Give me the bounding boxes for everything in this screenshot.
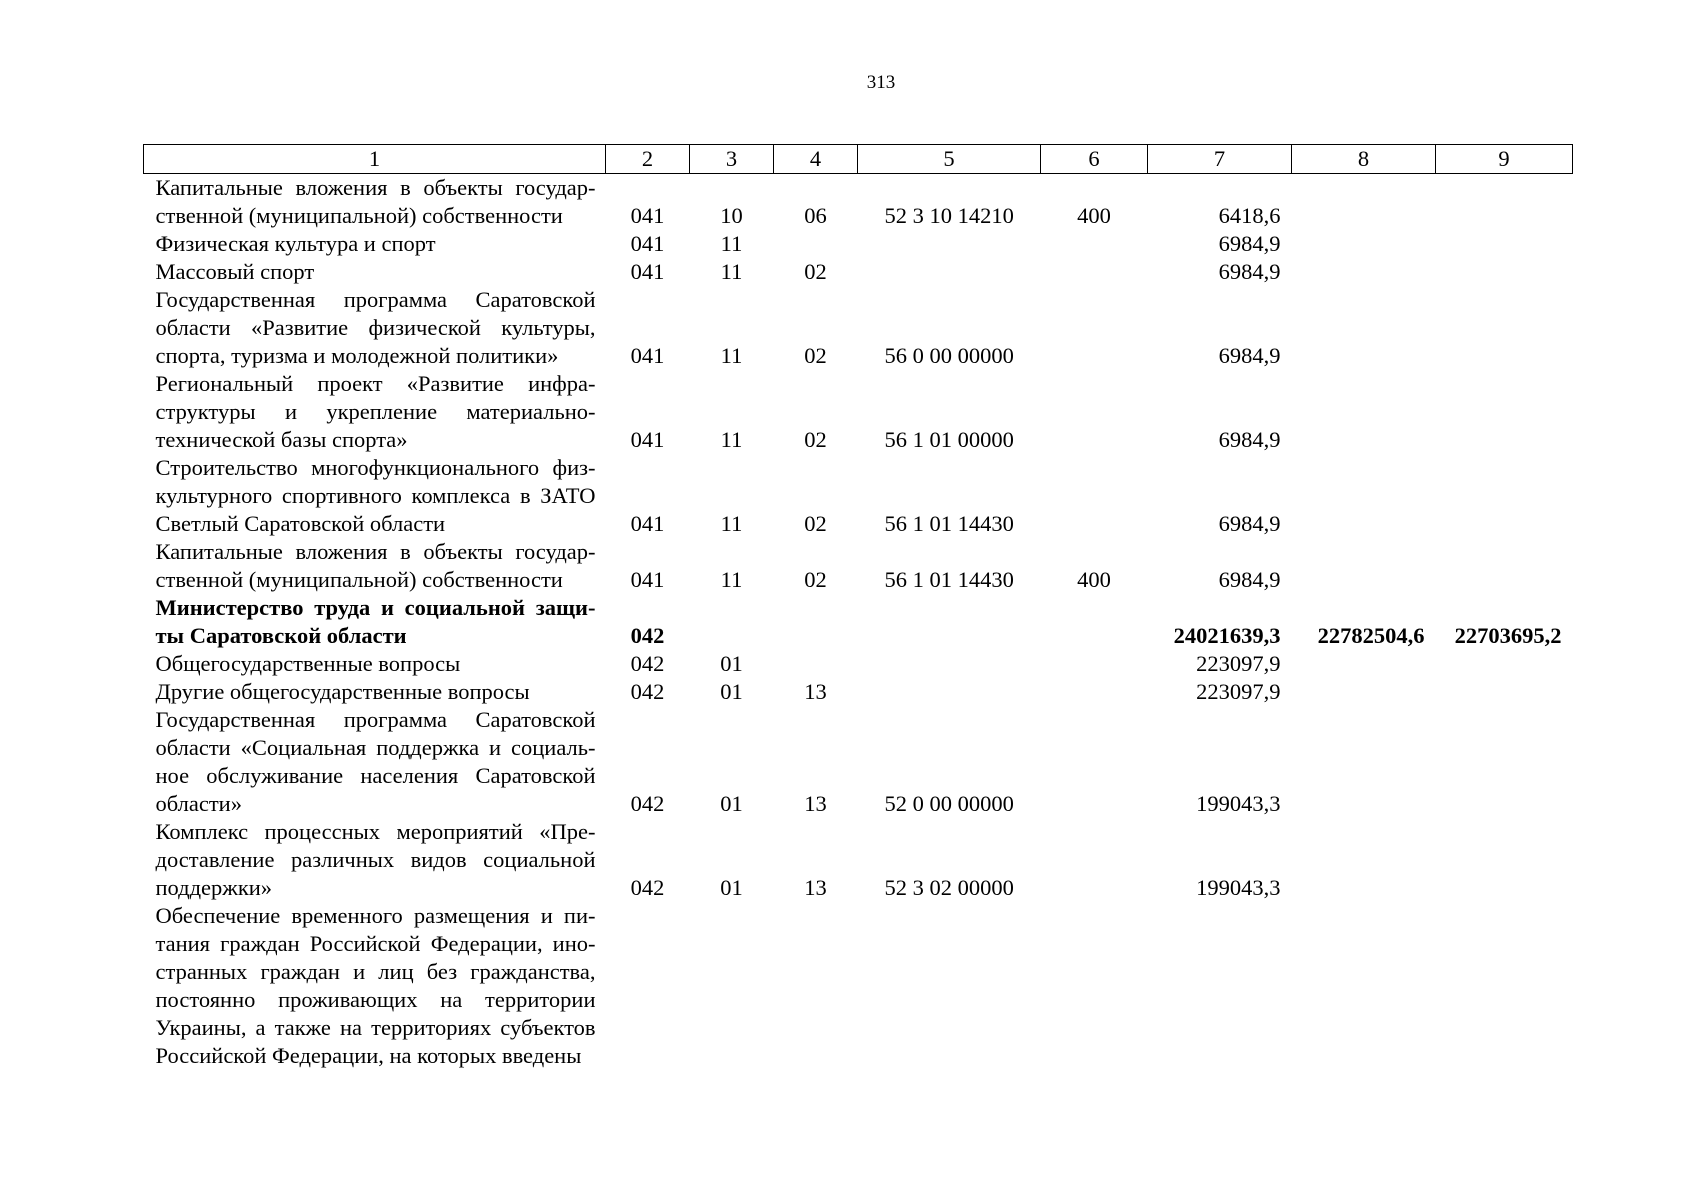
subsection-code: 02: [804, 567, 827, 592]
row-name: Капитальные вложения в объекты государ-ственной (муниципальной) собственности: [155, 175, 596, 228]
target-article-code: 52 3 10 14210: [884, 203, 1014, 228]
expense-type-code: [1041, 286, 1148, 370]
subsection-code: [774, 902, 858, 1070]
ministry-code: 041: [630, 511, 665, 536]
ministry-code: 041: [630, 343, 665, 368]
target-article-code: 52 0 00 00000: [884, 791, 1014, 816]
expense-type-code: 400: [1077, 203, 1111, 228]
amount-col-9: [1436, 650, 1573, 678]
row-name: Комплекс процессных мероприятий «Пре-доставление различных видов социальной поддержки»: [155, 819, 596, 900]
ministry-code: [606, 902, 690, 1070]
amount-col-8: [1292, 454, 1436, 538]
subsection-code: 13: [804, 791, 827, 816]
amount-col-7: [1148, 902, 1292, 1070]
row-name: Региональный проект «Развитие инфра-структуры и укрепление материально-технической базы спорта»: [155, 371, 596, 452]
amount-col-8: [1292, 538, 1436, 594]
target-article-code: 56 1 01 14430: [884, 511, 1014, 536]
expense-type-code: [1041, 678, 1148, 706]
section-code: 11: [720, 427, 743, 452]
ministry-code: 042: [630, 651, 665, 676]
target-article-code: [858, 594, 1041, 650]
amount-col-9: [1436, 902, 1573, 1070]
section-code: 11: [720, 231, 743, 256]
ministry-code: 042: [630, 679, 665, 704]
header-col-8: 8: [1292, 145, 1436, 174]
amount-col-7: 6984,9: [1218, 567, 1281, 592]
ministry-code: 041: [630, 231, 665, 256]
table-row: [144, 902, 1573, 1070]
target-article-code: [858, 258, 1041, 286]
amount-col-9: [1436, 286, 1573, 370]
amount-col-9: [1436, 454, 1573, 538]
row-name: Строительство многофункционального физ-культурного спортивного комплекса в ЗАТО Светлый Саратовской области: [155, 455, 596, 536]
amount-col-7: 199043,3: [1196, 875, 1281, 900]
table-row: [144, 454, 1573, 538]
amount-col-9: 22703695,2: [1454, 623, 1562, 648]
subsection-code: [774, 230, 858, 258]
expense-type-code: [1041, 230, 1148, 258]
subsection-code: [774, 650, 858, 678]
budget-table: [143, 144, 1573, 1070]
target-article-code: [858, 902, 1041, 1070]
expense-type-code: [1041, 818, 1148, 902]
amount-col-7: 6984,9: [1218, 343, 1281, 368]
amount-col-7: 223097,9: [1196, 651, 1281, 676]
header-col-2: 2: [606, 145, 690, 174]
amount-col-9: [1436, 678, 1573, 706]
amount-col-9: [1436, 370, 1573, 454]
section-code: 01: [720, 875, 743, 900]
row-name: Физическая культура и спорт: [155, 231, 436, 256]
amount-col-8: [1292, 370, 1436, 454]
amount-col-7: 6418,6: [1218, 203, 1281, 228]
section-code: 11: [720, 567, 743, 592]
amount-col-9: [1436, 538, 1573, 594]
row-name: Капитальные вложения в объекты государ-ственной (муниципальной) собственности: [155, 539, 596, 592]
expense-type-code: [1041, 258, 1148, 286]
expense-type-code: [1041, 370, 1148, 454]
header-col-9: 9: [1436, 145, 1573, 174]
subsection-code: 02: [804, 511, 827, 536]
amount-col-7: 24021639,3: [1173, 623, 1281, 648]
amount-col-9: [1436, 706, 1573, 818]
amount-col-8: [1292, 902, 1436, 1070]
amount-col-8: [1292, 706, 1436, 818]
target-article-code: 56 0 00 00000: [884, 343, 1014, 368]
ministry-code: 041: [630, 427, 665, 452]
target-article-code: 56 1 01 14430: [884, 567, 1014, 592]
section-code: 01: [720, 791, 743, 816]
ministry-code: 041: [630, 259, 665, 284]
amount-col-7: 6984,9: [1218, 511, 1281, 536]
table-row: [144, 370, 1573, 454]
table-row: [144, 650, 1573, 678]
section-code: 01: [720, 679, 743, 704]
expense-type-code: [1041, 594, 1148, 650]
header-col-5: 5: [858, 145, 1041, 174]
amount-col-8: 22782504,6: [1317, 623, 1425, 648]
amount-col-7: 199043,3: [1196, 791, 1281, 816]
amount-col-8: [1292, 174, 1436, 231]
section-code: 11: [720, 343, 743, 368]
amount-col-7: 6984,9: [1218, 231, 1281, 256]
row-name: Обеспечение временного размещения и пи-тания граждан Российской Федерации, ино-странных граждан и лиц без гражданства, постоянно проживающих на территории Украины, а также на территориях субъектов Российской Федерации, на которых введены: [155, 903, 596, 1068]
table-row: [144, 594, 1573, 650]
table-row: [144, 174, 1573, 231]
header-col-1: 1: [144, 145, 606, 174]
header-col-6: 6: [1041, 145, 1148, 174]
table-row: [144, 818, 1573, 902]
ministry-code: 042: [630, 791, 665, 816]
section-code: [690, 902, 774, 1070]
table-row: [144, 538, 1573, 594]
expense-type-code: [1041, 650, 1148, 678]
ministry-code: 041: [630, 567, 665, 592]
subsection-code: 13: [804, 679, 827, 704]
table-row: [144, 230, 1573, 258]
amount-col-7: 223097,9: [1196, 679, 1281, 704]
section-code: 11: [720, 511, 743, 536]
table-body: [144, 174, 1573, 1071]
header-col-7: 7: [1148, 145, 1292, 174]
header-col-4: 4: [774, 145, 858, 174]
expense-type-code: [1041, 706, 1148, 818]
amount-col-7: 6984,9: [1218, 259, 1281, 284]
subsection-code: [774, 594, 858, 650]
subsection-code: 06: [804, 203, 827, 228]
table-row: [144, 286, 1573, 370]
header-row: [144, 145, 1573, 174]
expense-type-code: 400: [1077, 567, 1111, 592]
expense-type-code: [1041, 902, 1148, 1070]
row-name: Государственная программа Саратовской области «Социальная поддержка и социаль-ное обслуживание населения Саратовской области»: [155, 707, 596, 816]
section-code: [690, 594, 774, 650]
ministry-code: 041: [630, 203, 665, 228]
header-col-3: 3: [690, 145, 774, 174]
ministry-code: 042: [630, 875, 665, 900]
subsection-code: 02: [804, 259, 827, 284]
amount-col-9: [1436, 230, 1573, 258]
target-article-code: 52 3 02 00000: [884, 875, 1014, 900]
amount-col-8: [1292, 230, 1436, 258]
expense-type-code: [1041, 454, 1148, 538]
table-row: [144, 678, 1573, 706]
row-name: Министерство труда и социальной защи-ты Саратовской области: [155, 595, 596, 648]
amount-col-9: [1436, 818, 1573, 902]
amount-col-7: 6984,9: [1218, 427, 1281, 452]
ministry-code: 042: [630, 623, 665, 648]
table-row: [144, 706, 1573, 818]
subsection-code: 13: [804, 875, 827, 900]
section-code: 11: [720, 259, 743, 284]
subsection-code: 02: [804, 343, 827, 368]
amount-col-9: [1436, 174, 1573, 231]
table-row: [144, 258, 1573, 286]
row-name: Общегосударственные вопросы: [155, 651, 461, 676]
target-article-code: [858, 678, 1041, 706]
amount-col-8: [1292, 286, 1436, 370]
amount-col-8: [1292, 650, 1436, 678]
section-code: 01: [720, 651, 743, 676]
target-article-code: 56 1 01 00000: [884, 427, 1014, 452]
subsection-code: 02: [804, 427, 827, 452]
target-article-code: [858, 230, 1041, 258]
amount-col-8: [1292, 258, 1436, 286]
row-name: Государственная программа Саратовской области «Развитие физической культуры, спорта, туризма и молодежной политики»: [155, 287, 596, 368]
target-article-code: [858, 650, 1041, 678]
row-name: Массовый спорт: [155, 259, 315, 284]
amount-col-9: [1436, 258, 1573, 286]
page-number: 313: [866, 72, 896, 93]
row-name: Другие общегосударственные вопросы: [155, 679, 530, 704]
amount-col-8: [1292, 678, 1436, 706]
section-code: 10: [720, 203, 743, 228]
amount-col-8: [1292, 818, 1436, 902]
